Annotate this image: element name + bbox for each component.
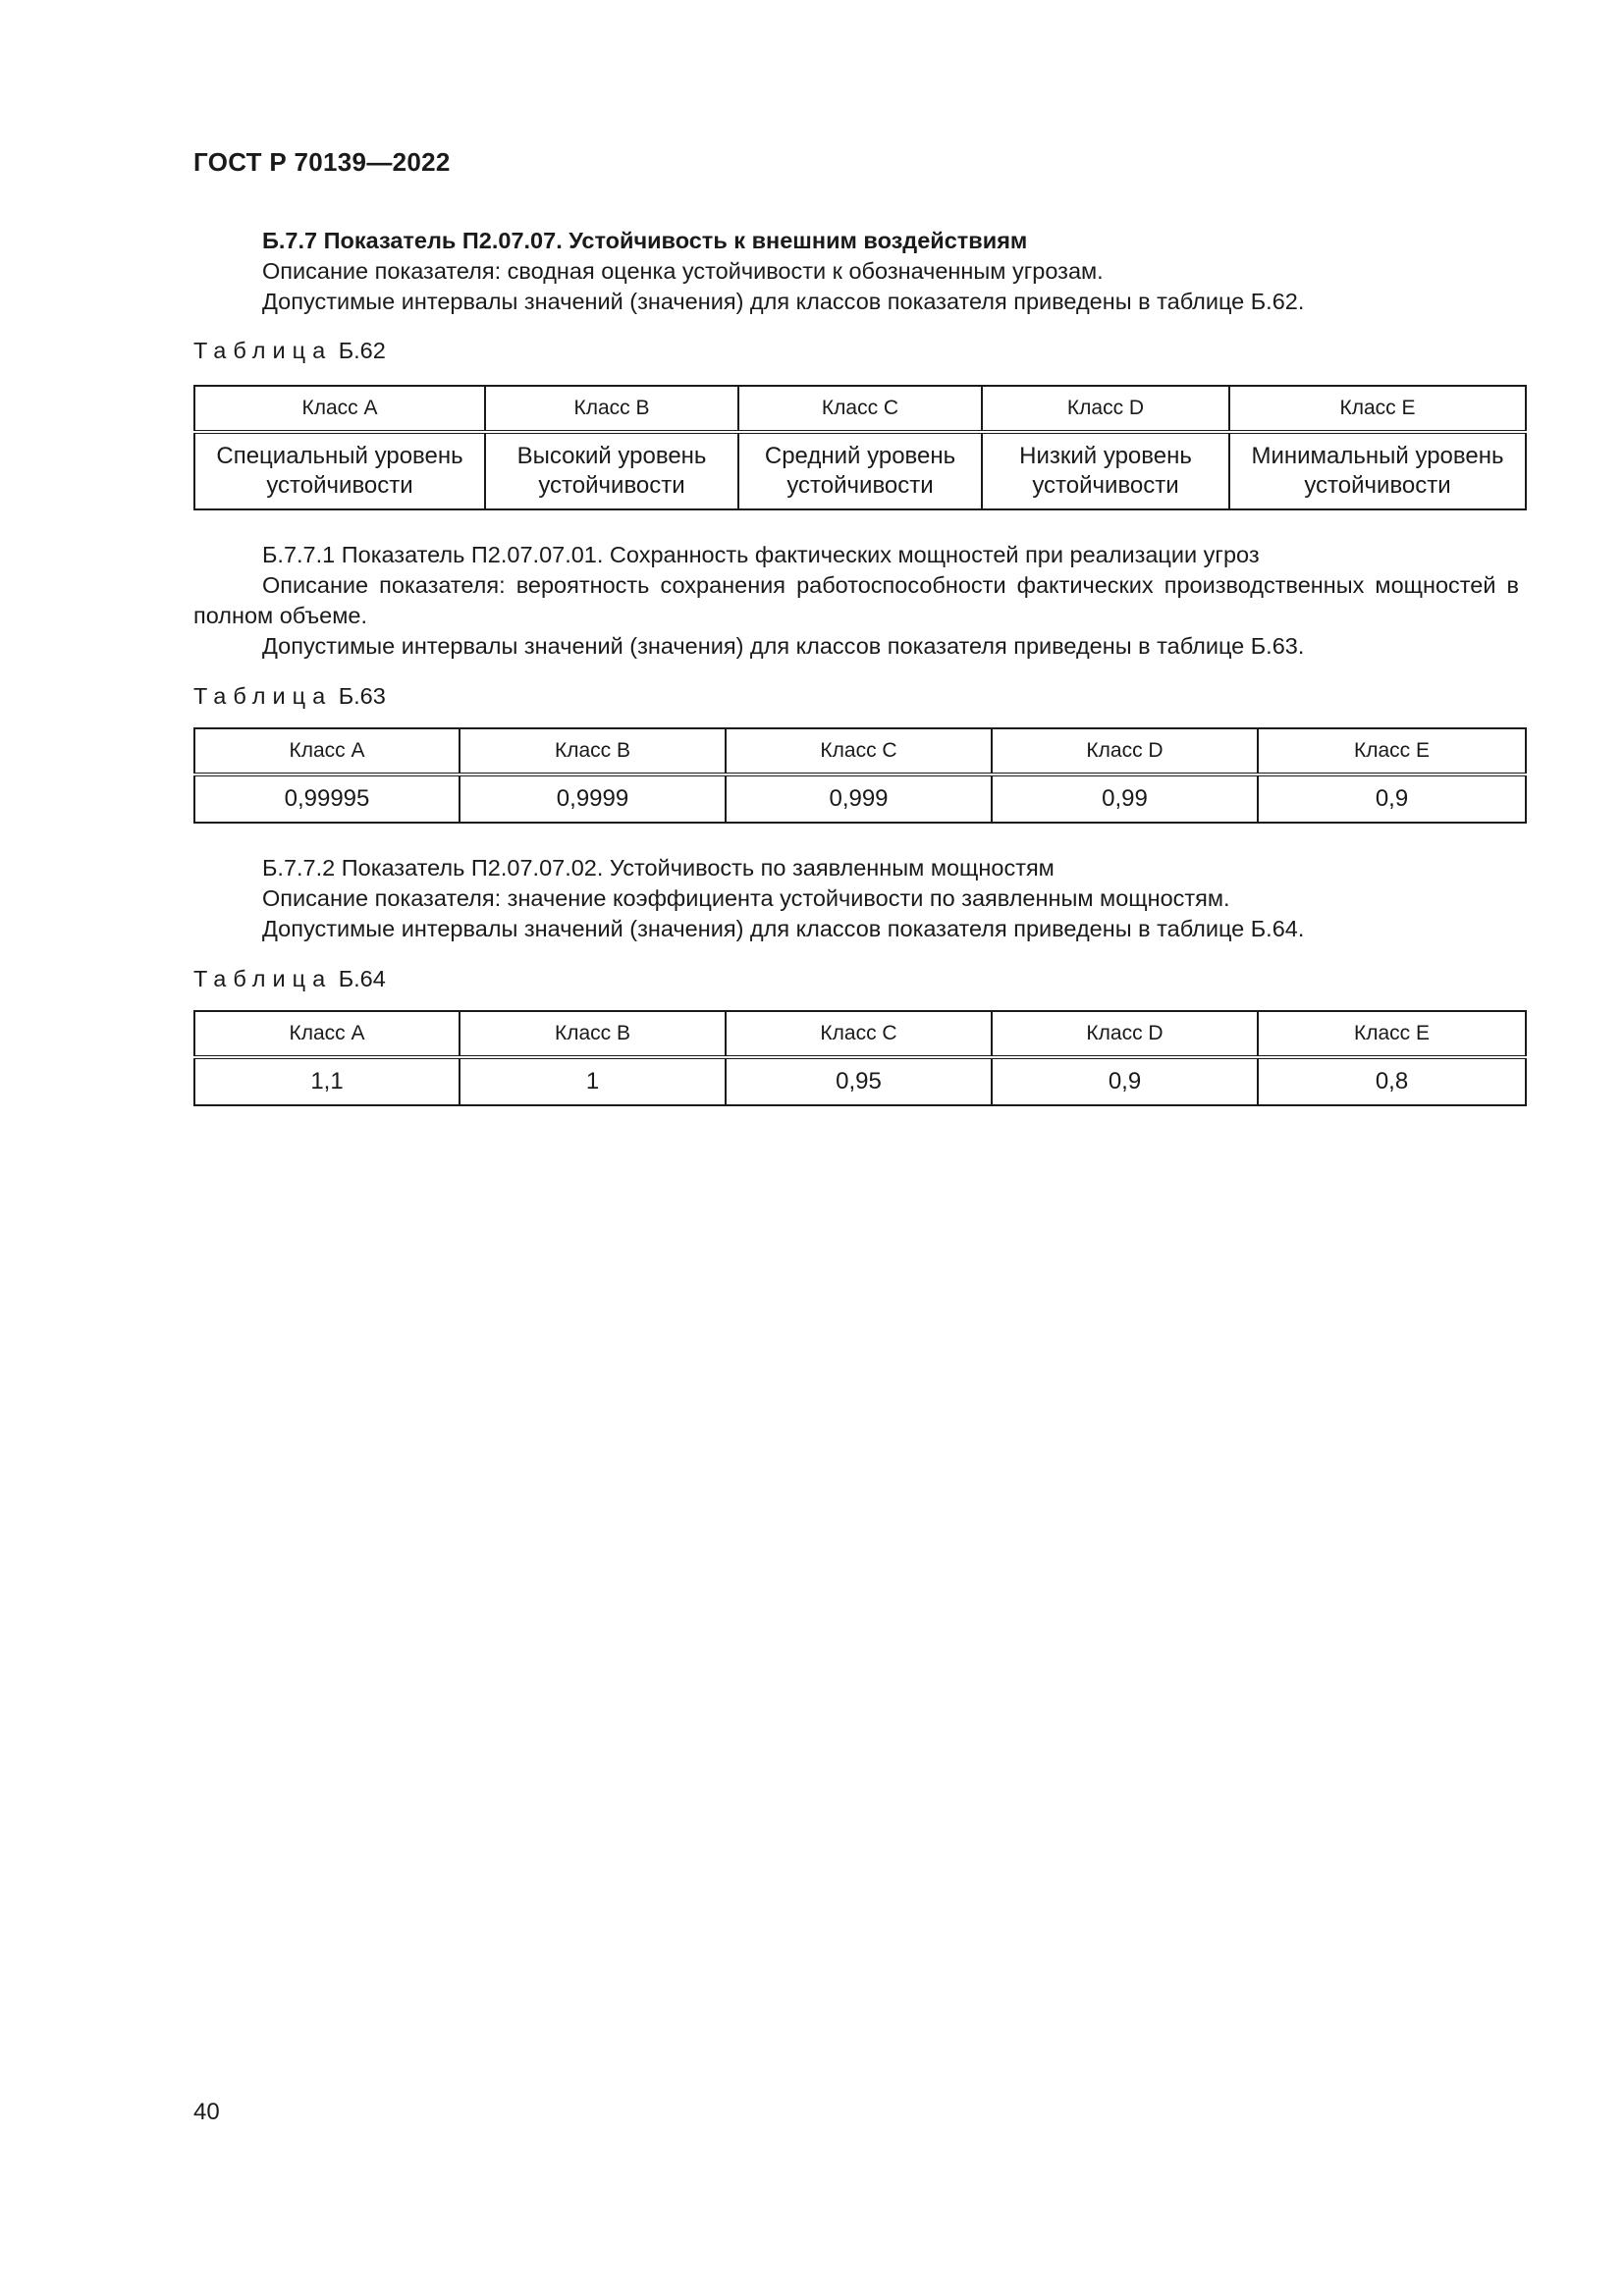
table-cell: 0,95 (726, 1057, 992, 1105)
table-cell: 0,9999 (460, 774, 726, 823)
section-description: Описание показателя: значение коэффициента устойчивости по заявленным мощностям. (262, 885, 1230, 911)
table-header-cell: Класс D (992, 728, 1258, 774)
table-header-cell: Класс E (1229, 386, 1526, 432)
table-b63 (193, 727, 1527, 824)
section-table-reference: Допустимые интервалы значений (значения) для классов показателя приведены в таблице Б.63. (262, 633, 1305, 659)
table-cell: 0,99995 (194, 774, 460, 823)
table-cell: 1,1 (194, 1057, 460, 1105)
table-caption-word: Таблица (193, 683, 333, 709)
table-header-cell: Класс C (726, 1011, 992, 1057)
table-cell: Средний уровень устойчивости (738, 432, 982, 509)
table-cell: Высокий уровень устойчивости (485, 432, 738, 509)
table-cell: Специальный уровень устойчивости (194, 432, 485, 509)
table-caption (193, 338, 386, 364)
table-header-cell: Класс D (992, 1011, 1258, 1057)
table-row (194, 1057, 1526, 1105)
table-header-cell: Класс E (1258, 728, 1526, 774)
table-header-cell: Класс E (1258, 1011, 1526, 1057)
table-cell: Минимальный уровень устойчивости (1229, 432, 1526, 509)
table-caption (193, 683, 386, 710)
table-cell: 0,8 (1258, 1057, 1526, 1105)
table-caption-number: Б.63 (338, 683, 386, 709)
section-b771 (193, 540, 1519, 662)
table-cell: 0,9 (992, 1057, 1258, 1105)
section-title: Б.7.7 Показатель П2.07.07. Устойчивость к внешним воздействиям (262, 228, 1028, 253)
section-description: Описание показателя: сводная оценка устойчивости к обозначенным угрозам. (262, 258, 1104, 284)
table-header-cell: Класс B (460, 728, 726, 774)
table-header-cell: Класс B (460, 1011, 726, 1057)
table-header-cell: Класс A (194, 728, 460, 774)
table-caption-number: Б.62 (338, 338, 386, 363)
table-header-cell: Класс C (738, 386, 982, 432)
table-cell: 1 (460, 1057, 726, 1105)
table-cell: 0,9 (1258, 774, 1526, 823)
table-b64 (193, 1010, 1527, 1106)
table-header-row (194, 728, 1526, 774)
table-header-row (194, 1011, 1526, 1057)
table-header-row (194, 386, 1526, 432)
table-header-cell: Класс D (982, 386, 1229, 432)
document-header: ГОСТ Р 70139—2022 (193, 147, 451, 177)
table-cell: Низкий уровень устойчивости (982, 432, 1229, 509)
table-cell: 0,99 (992, 774, 1258, 823)
table-header-cell: Класс C (726, 728, 992, 774)
table-header-cell: Класс А (194, 386, 485, 432)
table-cell: 0,999 (726, 774, 992, 823)
table-header-cell: Класс B (485, 386, 738, 432)
table-row (194, 774, 1526, 823)
table-caption-word: Таблица (193, 966, 333, 991)
table-row (194, 432, 1526, 509)
section-b77 (193, 226, 1519, 317)
section-title: Б.7.7.1 Показатель П2.07.07.01. Сохранность фактических мощностей при реализации угроз (262, 542, 1260, 567)
section-b772 (193, 853, 1519, 944)
table-caption-number: Б.64 (338, 966, 386, 991)
table-caption (193, 966, 386, 992)
page-number: 40 (193, 2099, 220, 2125)
section-table-reference: Допустимые интервалы значений (значения) для классов показателя приведены в таблице Б.64. (262, 916, 1305, 941)
table-b62 (193, 385, 1527, 510)
section-description: Описание показателя: вероятность сохранения работоспособности фактических производственных мощностей в полном объеме. (193, 572, 1519, 628)
section-table-reference: Допустимые интервалы значений (значения) для классов показателя приведены в таблице Б.62. (262, 289, 1305, 314)
table-caption-word: Таблица (193, 338, 333, 363)
section-title: Б.7.7.2 Показатель П2.07.07.02. Устойчивость по заявленным мощностям (262, 855, 1055, 881)
table-header-cell: Класс A (194, 1011, 460, 1057)
